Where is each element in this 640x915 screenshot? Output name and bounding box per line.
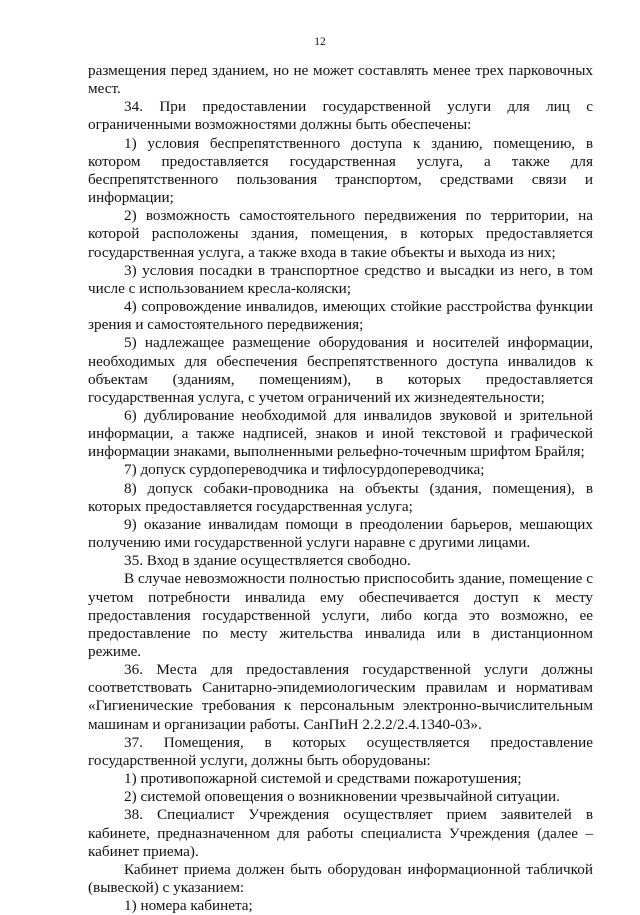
paragraph-item-35: 35. Вход в здание осуществляется свободно. [124,552,411,570]
paragraph-item-35-note: В случае невозможности полностью приспособить здание, помещение с учетом потребности инвалида ему обеспечивается доступ к месту предоставления государственной услуги, либо когда это возможно, ее предоставление по месту жительства инвалида или в дистанционном режиме. [88,570,593,660]
paragraph-item-37: 37. Помещения, в которых осуществляется предоставление государственной услуги, должны быть оборудованы: [88,733,593,769]
list-item-34-1: 1) условия беспрепятственного доступа к зданию, помещению, в котором предоставляется государственная услуга, а также для беспрепятственного пользования транспортом, средствами связи и информации; [88,134,593,207]
list-item-34-4: 4) сопровождение инвалидов, имеющих стойкие расстройства функции зрения и самостоятельного передвижения; [88,298,593,334]
paragraph-item-38-note: Кабинет приема должен быть оборудован информационной табличкой (вывеской) с указанием: [88,860,593,897]
list-item-37-2: 2) системой оповещения о возникновении чрезвычайной ситуации. [124,788,560,806]
document-body [88,62,593,915]
paragraph-item-36: 36. Места для предоставления государственной услуги должны соответствовать Санитарно-эпидемиологическим правилам и нормативам «Гигиенические требования к персональным электронно-вычислительным машинам и организации работы. СанПиН 2.2.2/2.4.1340-03». [88,661,593,733]
page-number: 12 [314,36,326,48]
paragraph-item-34: 34. При предоставлении государственной услуги для лиц с ограниченными возможностями должны быть обеспечены: [88,98,593,134]
list-item-34-8: 8) допуск собаки-проводника на объекты (здания, помещения), в которых предоставляется государственная услуга; [88,479,593,515]
list-item-34-2: 2) возможность самостоятельного передвижения по территории, на которой расположены здания, помещения, в которых предоставляется государственная услуга, а также входа в такие объекты и выхода из них; [88,207,593,261]
list-item-34-7: 7) допуск сурдопереводчика и тифлосурдопереводчика; [124,461,485,479]
list-item-34-9: 9) оказание инвалидам помощи в преодолении барьеров, мешающих получению ими государственной услуги наравне с другими лицами. [88,515,593,552]
paragraph-item-38: 38. Специалист Учреждения осуществляет прием заявителей в кабинете, предназначенном для работы специалиста Учреждения (далее – кабинет приема). [88,806,593,860]
list-item-34-5: 5) надлежащее размещение оборудования и носителей информации, необходимых для обеспечения беспрепятственного доступа инвалидов к объектам (зданиям, помещениям), в которых предоставляется государственная услуга, с учетом ограничений их жизнедеятельности; [88,334,593,406]
list-item-34-3: 3) условия посадки в транспортное средство и высадки из него, в том числе с использованием кресла-коляски; [88,261,593,297]
paragraph-continuation: размещения перед зданием, но не может составлять менее трех парковочных мест. [88,62,593,98]
list-item-37-1: 1) противопожарной системой и средствами пожаротушения; [124,770,522,788]
list-item-34-6: 6) дублирование необходимой для инвалидов звуковой и зрительной информации, а также надписей, знаков и иной текстовой и графической информации знаками, выполненными рельефно-точечным шрифтом Брайля; [88,406,593,461]
list-item-38-1: 1) номера кабинета; [124,897,253,915]
